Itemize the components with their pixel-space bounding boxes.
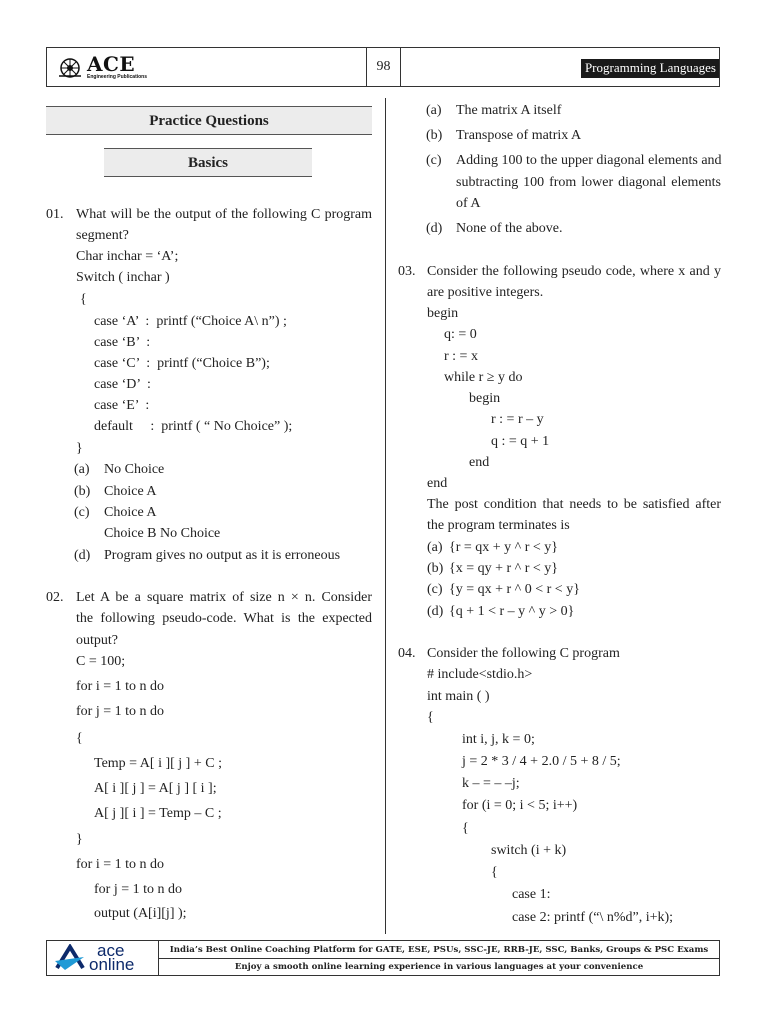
option-label: (c) (426, 153, 442, 168)
code-line: } (76, 832, 83, 847)
option-label: (c) (427, 582, 443, 597)
code-line: for i = 1 to n do (76, 679, 164, 694)
code-line: end (427, 476, 448, 491)
option-text: subtracting 100 from lower diagonal elements (456, 175, 721, 190)
question-text: the program terminates is (427, 518, 570, 533)
code-line: case ‘E’ : (94, 398, 150, 413)
code-line: case ‘C’ : printf (“Choice B”); (94, 356, 270, 371)
option-text: Choice A (104, 505, 157, 520)
logo-name: ACE (87, 52, 136, 76)
option-label: (b) (426, 128, 443, 143)
code-line: k – = – –j; (462, 776, 520, 791)
option-label: (a) (74, 462, 90, 477)
publisher-logo (47, 48, 367, 86)
code-line: case 2: printf (“\ n%d”, i+k); (512, 910, 674, 925)
option-text: Choice A (104, 484, 157, 499)
subject-label: Programming Languages (581, 59, 719, 78)
question-text: What will be the output of the following C program (76, 207, 372, 222)
footer-subtagline: Enjoy a smooth online learning experience in various languages at your convenience (234, 962, 644, 972)
question-text: segment? (76, 228, 129, 243)
code-line: { (80, 292, 87, 307)
option-label: (d) (74, 548, 91, 563)
code-line: j = 2 * 3 / 4 + 2.0 / 5 + 8 / 5; (462, 754, 621, 769)
code-line: Temp = A[ i ][ j ] + C ; (94, 756, 222, 771)
code-line: r : = r – y (491, 412, 544, 427)
page-footer (46, 940, 720, 976)
option-text: Transpose of matrix A (456, 128, 582, 143)
footer-tagline: India’s Best Online Coaching Platform for GATE, ESE, PSUs, SSC-JE, RRB-JE, SSC, Banks, Groups & PSC Exams (159, 941, 719, 959)
option-text: No Choice (104, 462, 165, 477)
option-text: Adding 100 to the upper diagonal elements and (456, 153, 722, 168)
option-text: None of the above. (456, 221, 563, 236)
option-text: {x = qy + r ^ r < y} (449, 561, 559, 576)
code-line: q: = 0 (444, 327, 477, 342)
question-text: output? (76, 633, 118, 648)
code-line: { (491, 865, 498, 880)
code-line: for j = 1 to n do (76, 704, 164, 719)
code-line: case ‘A’ : printf (“Choice A\ n”) ; (94, 314, 287, 329)
code-line: end (469, 455, 490, 470)
code-line: q : = q + 1 (491, 434, 550, 449)
question-text: The post condition that needs to be satisfied after (427, 497, 721, 512)
option-label: (d) (426, 221, 443, 236)
code-line: for (i = 0; i < 5; i++) (462, 798, 578, 813)
option-label: (a) (427, 540, 443, 555)
option-label: (d) (427, 604, 444, 619)
option-label: (b) (427, 561, 444, 576)
code-line: int main ( ) (427, 689, 490, 704)
option-label: (c) (74, 505, 90, 520)
code-line: Char inchar = ‘A’; (76, 249, 179, 264)
code-line: switch (i + k) (491, 843, 567, 858)
option-label: (b) (74, 484, 91, 499)
code-line: for j = 1 to n do (94, 882, 182, 897)
basics-title: Basics (104, 148, 312, 177)
question-text: Let A be a square matrix of size n × n. Consider (76, 590, 372, 605)
question-number: 01. (46, 207, 64, 222)
code-line: for i = 1 to n do (76, 857, 164, 872)
code-line: { (76, 731, 83, 746)
code-line: { (427, 710, 434, 725)
question-number: 03. (398, 264, 416, 279)
question-text: are positive integers. (427, 285, 544, 300)
code-line: case 1: (512, 887, 551, 902)
code-line: case ‘B’ : (94, 335, 151, 350)
code-line: # include<stdio.h> (427, 667, 533, 682)
ace-online-logo (47, 941, 159, 975)
code-line: Switch ( inchar ) (76, 270, 170, 285)
code-line: { (462, 821, 469, 836)
option-text: {y = qx + r ^ 0 < r < y} (449, 582, 580, 597)
code-line: while r ≥ y do (444, 370, 523, 385)
question-text: Consider the following C program (427, 646, 620, 661)
logo-tagline: Engineering Publications (87, 74, 148, 80)
code-line: A[ i ][ j ] = A[ j ] [ i ]; (94, 781, 217, 796)
page-header (46, 47, 720, 87)
code-line: begin (427, 306, 459, 321)
code-line: begin (469, 391, 501, 406)
code-line: default : printf ( “ No Choice” ); (94, 419, 293, 434)
code-line: output (A[i][j] ); (94, 906, 187, 921)
question-text: Consider the following pseudo code, where x and y (427, 264, 721, 279)
option-text: The matrix A itself (456, 103, 562, 118)
option-text: {q + 1 < r – y ^ y > 0} (449, 604, 575, 619)
practice-questions-title: Practice Questions (46, 106, 372, 135)
code-line: case ‘D’ : (94, 377, 151, 392)
code-line: } (76, 441, 83, 456)
code-line: int i, j, k = 0; (462, 732, 535, 747)
question-number: 04. (398, 646, 416, 661)
brand-line1: ace (97, 941, 125, 960)
code-line: r : = x (444, 349, 478, 364)
option-text: {r = qx + y ^ r < y} (449, 540, 559, 555)
ace-logo-icon (57, 54, 83, 80)
option-text: of A (456, 196, 481, 211)
question-number: 02. (46, 590, 64, 605)
option-text: Program gives no output as it is erroneous (104, 548, 341, 563)
option-label: (a) (426, 103, 442, 118)
page-number: 98 (367, 48, 401, 86)
code-line: A[ j ][ i ] = Temp – C ; (94, 806, 222, 821)
brand-line2: online (89, 955, 135, 974)
question-text: the following pseudo-code. What is the expected (76, 611, 372, 626)
ace-online-mark-icon (53, 944, 87, 972)
code-line: C = 100; (76, 654, 126, 669)
column-divider (385, 98, 386, 934)
option-text: Choice B No Choice (104, 526, 221, 541)
